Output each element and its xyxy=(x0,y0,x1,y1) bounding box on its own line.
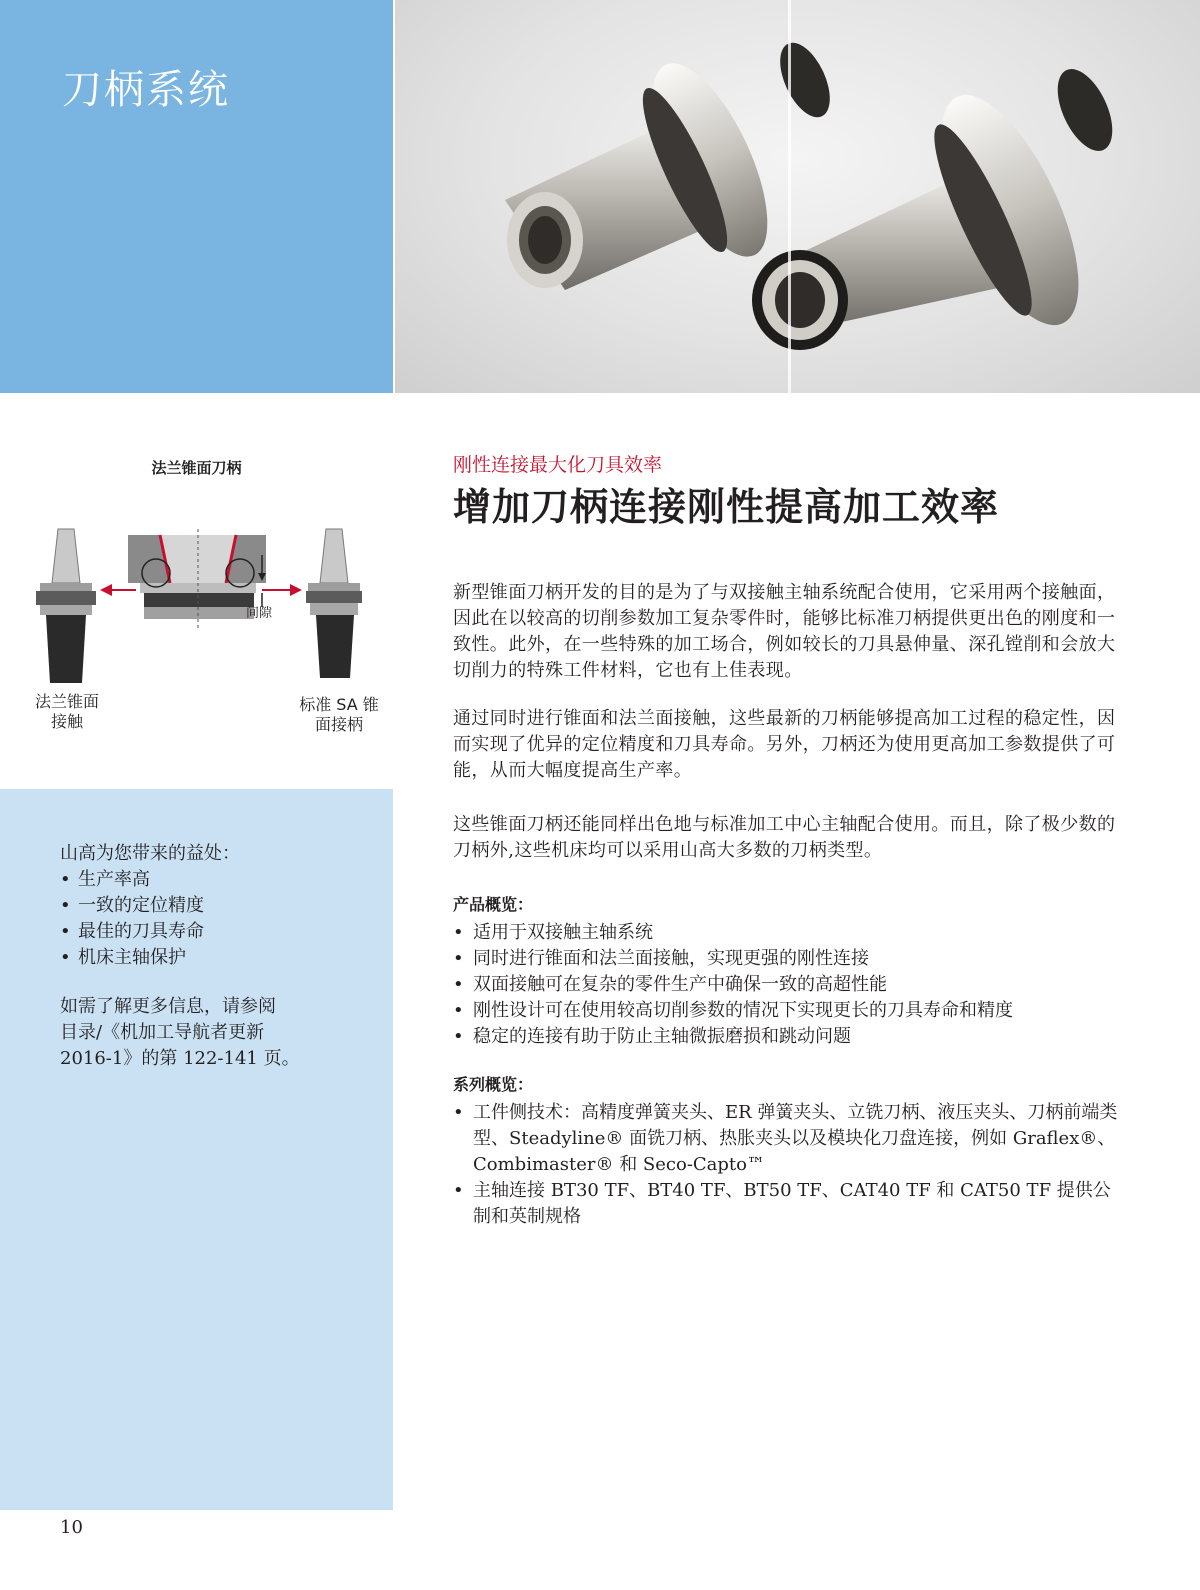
standard-taper-label-line1: 标准 SA 锥 xyxy=(299,695,379,714)
diagram-title: 法兰锥面刀柄 xyxy=(151,459,242,477)
main-article xyxy=(453,450,1133,1227)
series-title: 系列概览： xyxy=(453,1075,534,1094)
more-info-text xyxy=(60,994,330,1072)
flange-taper-label-line1: 法兰锥面 xyxy=(34,692,99,711)
flange-taper-label xyxy=(14,692,120,732)
overview-item: • 适用于双接触主轴系统 xyxy=(453,920,1125,946)
page-number: 10 xyxy=(60,1517,83,1538)
series-overview xyxy=(453,1072,1125,1230)
benefit-item: • 一致的定位精度 xyxy=(60,893,380,919)
paragraph-2: 通过同时进行锥面和法兰面接触，这些最新的刀柄能够提高加工过程的稳定性，因而实现了优异的定位精度和刀具寿命。另外，刀柄还为使用更高加工参数提供了可能，从而大幅度提高生产率。 xyxy=(453,708,1116,781)
benefit-item: • 最佳的刀具寿命 xyxy=(60,919,380,945)
overview-title: 产品概览： xyxy=(453,895,534,914)
series-item: • 工件侧技术：高精度弹簧夹头、ER 弹簧夹头、立铣刀柄、液压夹头、刀柄前端类型、Steadyline® 面铣刀柄、热胀夹头以及模块化刀盘连接，例如 Graflex®、Combimaster® 和 Seco-Capto™ xyxy=(453,1100,1125,1178)
benefits-title: 山高为您带来的益处： xyxy=(60,843,240,864)
paragraph-3: 这些锥面刀柄还能同样出色地与标准加工中心主轴配合使用。而且，除了极少数的刀柄外,这些机床均可以采用山高大多数的刀柄类型。 xyxy=(453,814,1116,861)
more-info-line: 如需了解更多信息，请参阅 xyxy=(60,996,276,1017)
benefits-block xyxy=(60,841,380,971)
article-headline: 增加刀柄连接刚性提高加工效率 xyxy=(453,484,1000,529)
benefit-item: • 生产率高 xyxy=(60,867,380,893)
series-list xyxy=(453,1100,1125,1230)
benefits-list xyxy=(60,867,380,971)
flange-taper-diagram xyxy=(0,393,393,789)
article-kicker: 刚性连接最大化刀具效率 xyxy=(453,454,663,476)
tool-holders-illustration xyxy=(395,0,1200,393)
header-blue-panel xyxy=(0,0,393,393)
more-info-line: 目录/《机加工导航者更新 xyxy=(60,1022,265,1043)
overview-item: • 稳定的连接有助于防止主轴微振磨损和跳动问题 xyxy=(453,1024,1125,1050)
standard-taper-label-line2: 面接柄 xyxy=(314,715,363,734)
paragraph-1: 新型锥面刀柄开发的目的是为了与双接触主轴系统配合使用，它采用两个接触面，因此在以较高的切削参数加工复杂零件时，能够比标准刀柄提供更出色的刚度和一致性。此外，在一些特殊的加工场合，例如较长的刀具悬伸量、深孔镗削和会放大切削力的特殊工件材料，它也有上佳表现。 xyxy=(453,582,1116,681)
standard-sa-taper-holder-icon xyxy=(306,529,362,678)
product-photo xyxy=(395,0,1200,393)
more-info-line: 2016-1》的第 122-141 页。 xyxy=(60,1048,300,1069)
product-overview xyxy=(453,892,1125,1050)
standard-taper-label xyxy=(286,695,392,735)
overview-item: • 双面接触可在复杂的零件生产中确保一致的高超性能 xyxy=(453,972,1125,998)
overview-item: • 刚性设计可在使用较高切削参数的情况下实现更长的刀具寿命和精度 xyxy=(453,998,1125,1024)
flange-taper-label-line2: 接触 xyxy=(50,712,83,731)
gap-label: 间隙 xyxy=(246,606,273,621)
overview-list xyxy=(453,920,1125,1050)
series-item: • 主轴连接 BT30 TF、BT40 TF、BT50 TF、CAT40 TF 和 CAT50 TF 提供公制和英制规格 xyxy=(453,1178,1125,1230)
benefit-item: • 机床主轴保护 xyxy=(60,945,380,971)
section-title: 刀柄系统 xyxy=(62,67,230,113)
overview-item: • 同时进行锥面和法兰面接触，实现更强的刚性连接 xyxy=(453,946,1125,972)
benefits-sidebar xyxy=(0,789,393,1510)
flange-taper-holder-icon xyxy=(36,529,96,683)
